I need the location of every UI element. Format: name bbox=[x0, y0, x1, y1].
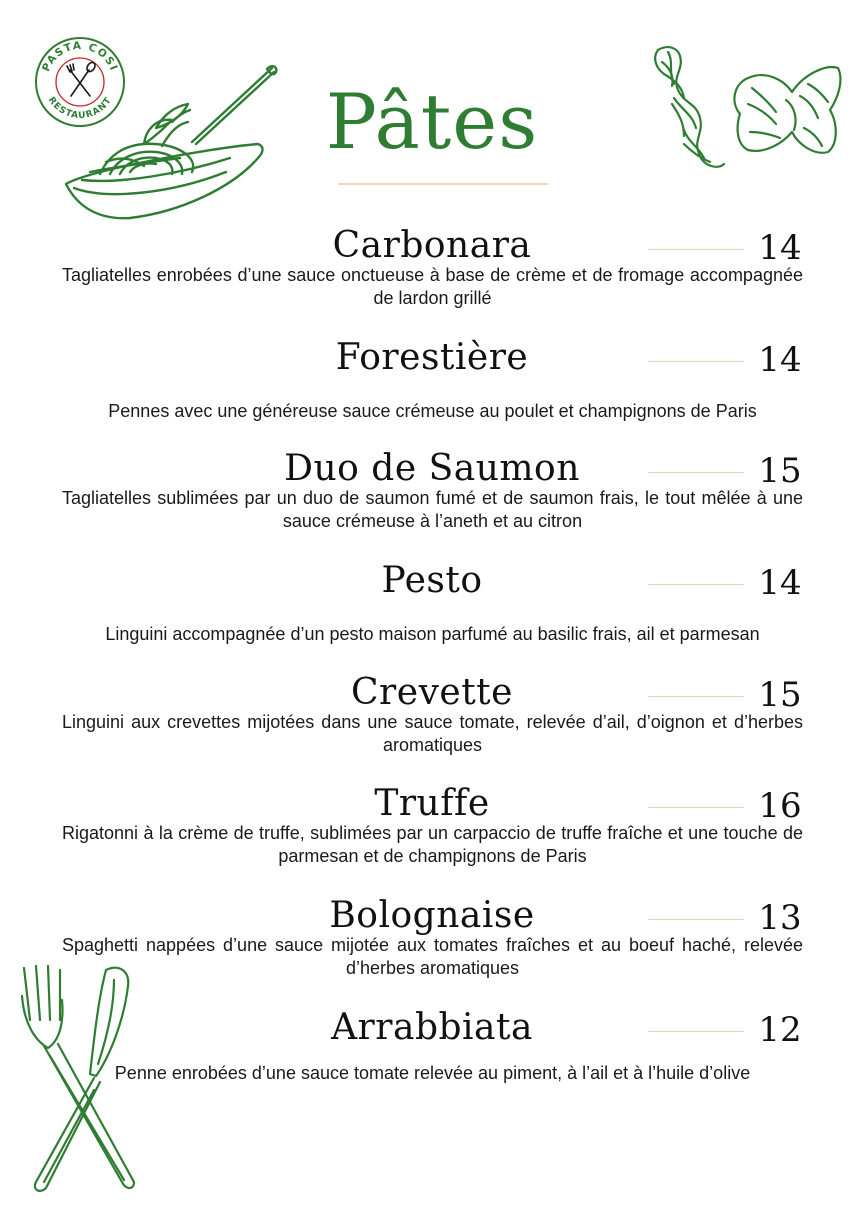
title-divider bbox=[338, 183, 548, 185]
dish-price: 14 bbox=[758, 228, 802, 268]
dish-description: Linguini aux crevettes mijotées dans une sauce tomate, relevée d’ail, d’oignon et d’herbes aromatiques bbox=[62, 712, 803, 755]
dish-description: Tagliatelles enrobées d’une sauce onctueuse à base de crème et de fromage accompagnée de lardon grillé bbox=[62, 265, 803, 308]
menu-item-forestiere bbox=[0, 336, 865, 446]
price-divider bbox=[648, 1031, 744, 1032]
dish-description: Tagliatelles sublimées par un duo de saumon fumé et de saumon frais, le tout mêlée à une sauce crémeuse à l’aneth et au citron bbox=[62, 488, 803, 531]
fusilli-farfalle-illustration-icon bbox=[644, 40, 844, 180]
dish-name: Pesto bbox=[381, 560, 483, 601]
dish-description: Rigatonni à la crème de truffe, sublimées par un carpaccio de truffe fraîche et une touche de parmesan et de champignons de Paris bbox=[62, 823, 803, 866]
logo-bottom-text: RESTAURANT bbox=[45, 95, 115, 122]
dish-description: Linguini accompagnée d’un pesto maison parfumé au basilic frais, ail et parmesan bbox=[105, 624, 760, 644]
dish-name: Arrabbiata bbox=[331, 1007, 533, 1048]
dish-price: 13 bbox=[758, 898, 802, 938]
dish-price: 12 bbox=[758, 1010, 802, 1050]
menu-item-arrabbiata bbox=[0, 1006, 865, 1116]
menu-item-pesto bbox=[0, 559, 865, 669]
menu-item-crevette bbox=[0, 671, 865, 781]
logo-top-text: PASTA COSI bbox=[40, 39, 120, 74]
price-divider bbox=[648, 472, 744, 473]
menu-item-bolognaise bbox=[0, 894, 865, 1004]
dish-name: Crevette bbox=[351, 672, 513, 713]
menu-item-duo-de-saumon bbox=[0, 447, 865, 557]
dish-price: 16 bbox=[758, 786, 802, 826]
dish-price: 14 bbox=[758, 563, 802, 603]
dish-name: Forestière bbox=[335, 337, 529, 378]
dish-name: Bolognaise bbox=[329, 895, 535, 936]
dish-description: Spaghetti nappées d’une sauce mijotée aux tomates fraîches et au boeuf haché, relevée d’herbes aromatiques bbox=[62, 935, 803, 978]
dish-description: Penne enrobées d’une sauce tomate relevée au piment, à l’ail et à l’huile d’olive bbox=[114, 1063, 751, 1083]
dish-description: Pennes avec une généreuse sauce crémeuse au poulet et champignons de Paris bbox=[108, 401, 757, 421]
dish-price: 14 bbox=[758, 340, 802, 380]
price-divider bbox=[648, 696, 744, 697]
menu-item-carbonara bbox=[0, 224, 865, 334]
dish-name: Carbonara bbox=[332, 225, 532, 266]
dish-name: Duo de Saumon bbox=[284, 448, 580, 489]
dish-price: 15 bbox=[758, 675, 802, 715]
menu-item-truffe bbox=[0, 782, 865, 892]
page-title: Pâtes bbox=[325, 77, 539, 166]
price-divider bbox=[648, 919, 744, 920]
price-divider bbox=[648, 361, 744, 362]
price-divider bbox=[648, 584, 744, 585]
price-divider bbox=[648, 249, 744, 250]
price-divider bbox=[648, 807, 744, 808]
dish-price: 15 bbox=[758, 451, 802, 491]
dish-name: Truffe bbox=[374, 783, 490, 824]
